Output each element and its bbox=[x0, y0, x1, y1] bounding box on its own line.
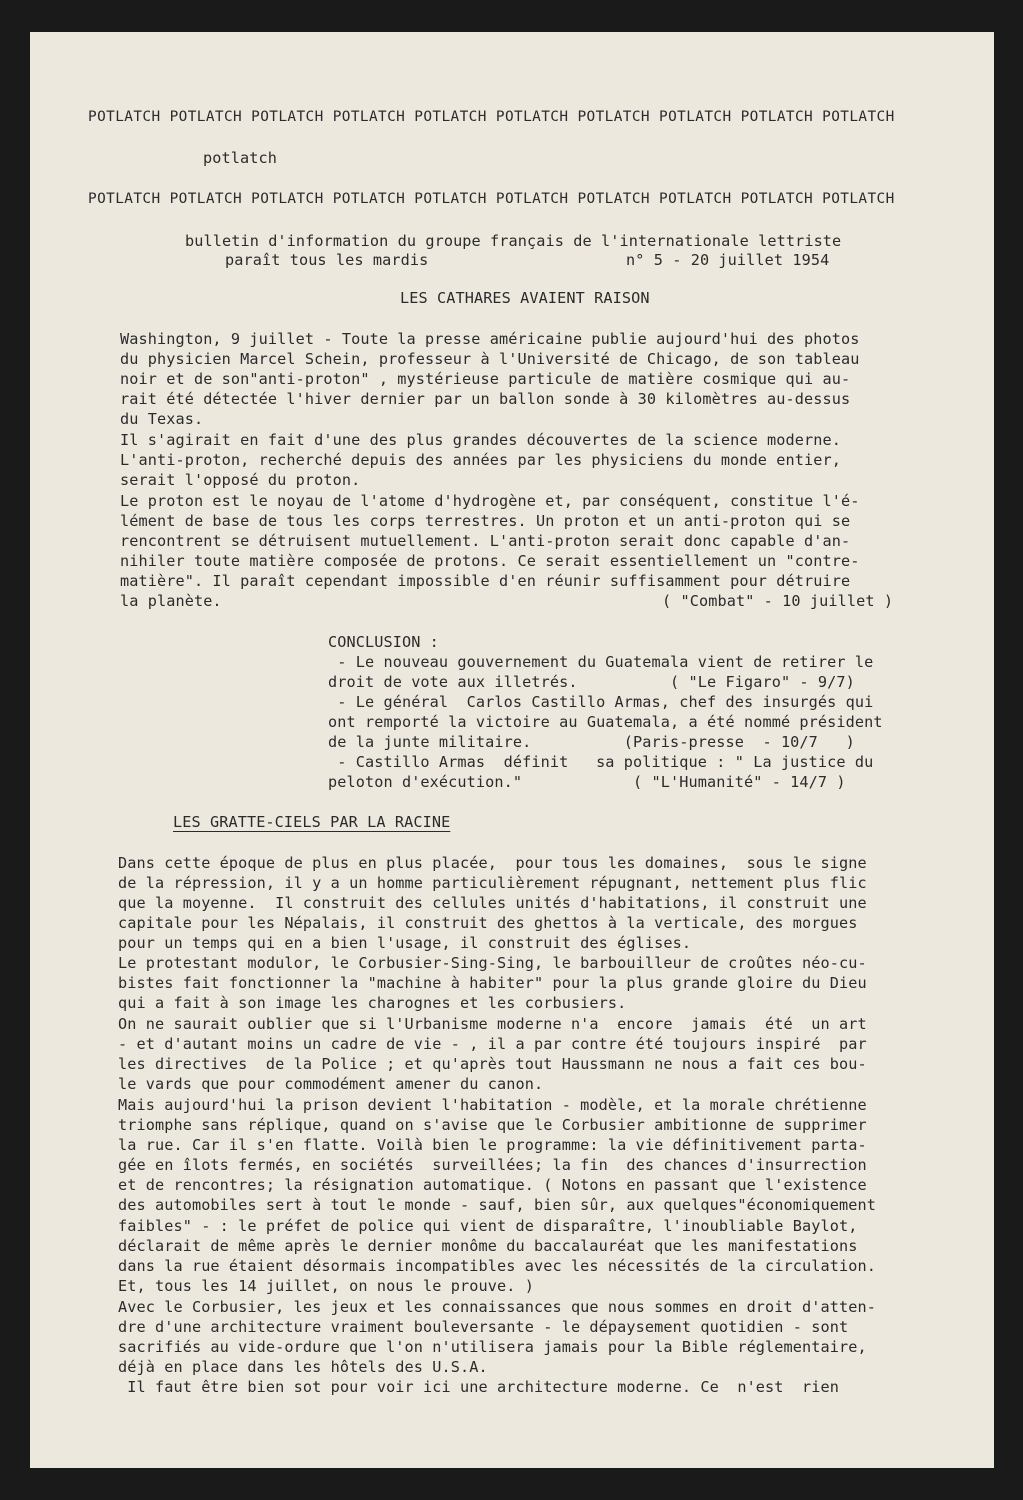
body-line: de la répression, il y a un homme particulièrement répugnant, nettement plus flic bbox=[118, 874, 867, 892]
body-line: Washington, 9 juillet - Toute la presse américaine publie aujourd'hui des photos bbox=[120, 330, 860, 348]
conclusion-line: ont remporté la victoire au Guatemala, a été nommé président bbox=[328, 713, 883, 731]
body-line: Le proton est le noyau de l'atome d'hydrogène et, par conséquent, constitue l'é- bbox=[120, 492, 860, 510]
body-line: noir et de son"anti-proton" , mystérieuse particule de matière cosmique qui au- bbox=[120, 370, 851, 388]
body-line: qui a fait à son image les charognes et les corbusiers. bbox=[118, 994, 627, 1012]
conclusion-line: - Castillo Armas définit sa politique : " La justice du bbox=[328, 753, 874, 771]
body-line: bistes fait fonctionner la "machine à habiter" pour la plus grande gloire du Dieu bbox=[118, 974, 867, 992]
body-line: la rue. Car il s'en flatte. Voilà bien le programme: la vie définitivement parta- bbox=[118, 1136, 867, 1154]
article-title-cathares: LES CATHARES AVAIENT RAISON bbox=[400, 289, 650, 307]
banner-bottom: POTLATCH POTLATCH POTLATCH POTLATCH POTLATCH POTLATCH POTLATCH POTLATCH POTLATCH POTLATCH bbox=[88, 191, 895, 207]
conclusion-line: peloton d'exécution." ( "L'Humanité" - 14/7 ) bbox=[328, 773, 846, 791]
publication-frequency: paraît tous les mardis bbox=[225, 251, 429, 269]
body-line: Le protestant modulor, le Corbusier-Sing-Sing, le barbouilleur de croûtes néo-cu- bbox=[118, 954, 867, 972]
conclusion-line: de la junte militaire. (Paris-presse - 10/7 ) bbox=[328, 733, 855, 751]
body-line: dans la rue étaient désormais incompatibles avec les nécessités de la circulation. bbox=[118, 1257, 876, 1275]
body-line: le vards que pour commodément amener du canon. bbox=[118, 1075, 544, 1093]
article-title-gratte-ciels: LES GRATTE-CIELS PAR LA RACINE bbox=[173, 813, 451, 831]
body-line: Avec le Corbusier, les jeux et les connaissances que nous sommes en droit d'atten- bbox=[118, 1298, 876, 1316]
body-line: gée en îlots fermés, en sociétés surveillées; la fin des chances d'insurrection bbox=[118, 1156, 867, 1174]
body-line: des automobiles sert à tout le monde - sauf, bien sûr, aux quelques"économiquement bbox=[118, 1196, 876, 1214]
banner-subtitle: potlatch bbox=[203, 149, 277, 167]
conclusion-line: - Le général Carlos Castillo Armas, chef des insurgés qui bbox=[328, 693, 874, 711]
conclusion-line: - Le nouveau gouvernement du Guatemala vient de retirer le bbox=[328, 653, 874, 671]
body-line: Il s'agirait en fait d'une des plus grandes découvertes de la science moderne. bbox=[120, 431, 842, 449]
body-line: la planète. bbox=[120, 592, 222, 610]
body-line: du Texas. bbox=[120, 410, 204, 428]
body-line: lément de base de tous les corps terrestres. Un proton et un anti-proton qui se bbox=[120, 512, 851, 530]
body-line: capitale pour les Népalais, il construit des ghettos à la verticale, des morgues bbox=[118, 914, 858, 932]
body-line: sacrifiés au vide-ordure que l'on n'utilisera jamais pour la Bible réglementaire, bbox=[118, 1338, 867, 1356]
conclusion-heading: CONCLUSION : bbox=[328, 633, 439, 651]
body-line: faibles" - : le préfet de police qui vient de disparaître, l'inoubliable Baylot, bbox=[118, 1217, 858, 1235]
body-line: L'anti-proton, recherché depuis des années par les physiciens du monde entier, bbox=[120, 451, 842, 469]
article-source: ( "Combat" - 10 juillet ) bbox=[662, 592, 894, 610]
body-line: Il faut être bien sot pour voir ici une architecture moderne. Ce n'est rien bbox=[118, 1378, 840, 1396]
bulletin-subtitle: bulletin d'information du groupe français de l'internationale lettriste bbox=[185, 232, 842, 250]
body-line: rencontrent se détruisent mutuellement. L'anti-proton serait donc capable d'an- bbox=[120, 532, 851, 550]
banner-top: POTLATCH POTLATCH POTLATCH POTLATCH POTLATCH POTLATCH POTLATCH POTLATCH POTLATCH POTLATCH bbox=[88, 109, 895, 125]
body-line: serait l'opposé du proton. bbox=[120, 471, 361, 489]
body-line: - et d'autant moins un cadre de vie - , il a par contre été toujours inspiré par bbox=[118, 1035, 867, 1053]
body-line: matière". Il paraît cependant impossible d'en réunir suffisamment pour détruire bbox=[120, 572, 851, 590]
body-line: triomphe sans réplique, quand on s'avise que le Corbusier ambitionne de supprimer bbox=[118, 1116, 867, 1134]
issue-number-date: n° 5 - 20 juillet 1954 bbox=[626, 251, 830, 269]
body-line: et de rencontres; la résignation automatique. ( Notons en passant que l'existence bbox=[118, 1176, 867, 1194]
body-line: Dans cette époque de plus en plus placée, pour tous les domaines, sous le signe bbox=[118, 854, 867, 872]
body-line: du physicien Marcel Schein, professeur à l'Université de Chicago, de son tableau bbox=[120, 350, 860, 368]
body-line: nihiler toute matière composée de protons. Ce serait essentiellement un "contre- bbox=[120, 552, 860, 570]
body-line: pour un temps qui en a bien l'usage, il construit des églises. bbox=[118, 934, 692, 952]
body-line: dre d'une architecture vraiment bouleversante - le dépaysement quotidien - sont bbox=[118, 1318, 849, 1336]
conclusion-line: droit de vote aux illetrés. ( "Le Figaro" - 9/7) bbox=[328, 673, 855, 691]
body-line: rait été détectée l'hiver dernier par un ballon sonde à 30 kilomètres au-dessus bbox=[120, 390, 851, 408]
body-line: On ne saurait oublier que si l'Urbanisme moderne n'a encore jamais été un art bbox=[118, 1015, 867, 1033]
body-line: Mais aujourd'hui la prison devient l'habitation - modèle, et la morale chrétienne bbox=[118, 1096, 867, 1114]
document-page bbox=[30, 32, 994, 1468]
body-line: les directives de la Police ; et qu'après tout Haussmann ne nous a fait ces bou- bbox=[118, 1055, 867, 1073]
body-line: que la moyenne. Il construit des cellules unités d'habitations, il construit une bbox=[118, 894, 867, 912]
body-line: Et, tous les 14 juillet, on nous le prouve. ) bbox=[118, 1277, 534, 1295]
body-line: déjà en place dans les hôtels des U.S.A. bbox=[118, 1358, 488, 1376]
body-line: déclarait de même après le dernier monôme du baccalauréat que les manifestations bbox=[118, 1237, 858, 1255]
